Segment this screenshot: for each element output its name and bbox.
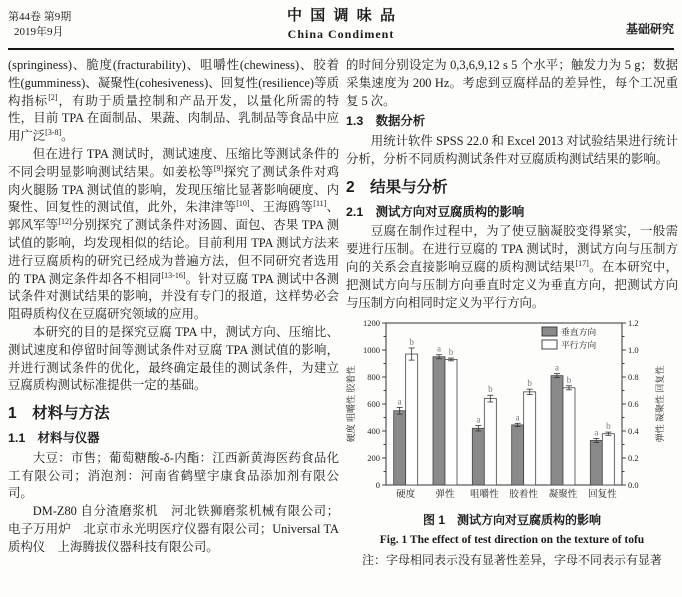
figure-1	[346, 317, 678, 569]
paragraph: (springiness)、脆度(fracturability)、咀嚼性(chewiness)、胶着性(gumminess)、凝聚性(cohesiveness)、回复性(resilience)等质构指标[2]，有助于质量控制和产品开发，以量化所需的特性，目前 TPA 在面制品、果蔬、肉制品、乳制品等食品中应用广泛[3-8]。	[8, 58, 340, 144]
svg-text:b: b	[566, 375, 572, 386]
svg-text:a: a	[437, 344, 441, 355]
svg-text:0.2: 0.2	[628, 453, 639, 464]
publication-date: 2019年9月	[14, 26, 64, 38]
svg-text:0.4: 0.4	[628, 426, 639, 437]
svg-text:0.8: 0.8	[628, 372, 639, 383]
paragraph: 豆腐在制作过程中，为了使豆脑凝胶变得紧实，一般需要进行压制。在进行豆腐的 TPA 测试时，测试方向与压制方向的关系会直接影响豆腐的质构测试结果[17]。在本研究中，把测试方向与压制方向垂直时定义为垂直方向，把测试方向与压制方向相同时定义为平行方向。	[346, 224, 679, 310]
subheading-data-analysis: 1.3 数据分析	[346, 114, 426, 129]
section-heading-materials: 1 材料与方法	[8, 405, 110, 423]
svg-text:弹性: 弹性	[435, 490, 455, 501]
svg-text:1.0: 1.0	[628, 345, 639, 356]
svg-text:b: b	[488, 384, 493, 395]
paragraph: 大豆：市售；葡萄糖酸-δ-内酯：江西新黄海医药食品化工有限公司；消泡剂：河南省鹤壁宇康食品添加剂有限公司。	[8, 450, 339, 501]
figure-caption-cn: 图 1 测试方向对豆腐质构的影响	[422, 513, 601, 528]
svg-text:1000: 1000	[363, 345, 380, 356]
svg-text:硬度: 硬度	[396, 490, 416, 501]
right-column	[346, 57, 678, 570]
svg-text:1.2: 1.2	[628, 318, 639, 329]
svg-text:0.6: 0.6	[628, 399, 639, 410]
paragraph: DM-Z80 自分渣磨浆机 河北铁狮磨浆机械有限公司；电子万用炉 北京市永光明医疗仪器有限公司；Universal TA 质构仪 上海腾拔仪器科技有限公司。	[8, 504, 339, 554]
paragraph: 本研究的目的是探究豆腐 TPA 中，测试方向、压缩比、测试速度和停留时间等测试条件对豆腐 TPA 测试值的影响，并进行测试条件的优化，最终确定最佳的测试条件，为建立豆腐质构测试标准提供一定的基础。	[8, 324, 339, 393]
svg-text:弹性 凝聚性 回复性: 弹性 凝聚性 回复性	[655, 366, 665, 443]
svg-text:b: b	[448, 347, 454, 358]
svg-text:600: 600	[367, 399, 380, 410]
svg-text:b: b	[409, 337, 414, 348]
svg-text:b: b	[606, 421, 611, 432]
svg-text:b: b	[527, 378, 532, 389]
figure-caption-en: Fig. 1 The effect of test direction on the texture of tofu	[379, 534, 645, 547]
svg-text:胶着性: 胶着性	[509, 490, 538, 501]
svg-text:200: 200	[367, 453, 380, 464]
svg-text:垂直方向: 垂直方向	[561, 327, 597, 338]
header-divider	[8, 48, 674, 50]
svg-text:凝聚性: 凝聚性	[548, 490, 578, 501]
svg-text:a: a	[515, 412, 520, 423]
journal-title-block	[8, 4, 674, 42]
figure-note: 注：字母相同表示没有显著性差异，字母不同表示有显著	[361, 552, 662, 567]
svg-text:0: 0	[375, 480, 380, 491]
journal-title-cn: 中国调味品	[286, 7, 404, 24]
svg-text:回复性: 回复性	[588, 490, 617, 501]
paragraph: 的时间分别设定为 0,3,6,9,12 s 5 个水平；触发力为 5 g；数据采集速度为 200 Hz。考虑到豆腐样品的差异性，每个工况重复 5 次。	[346, 58, 678, 108]
section-heading-results: 2 结果与分析	[346, 178, 448, 196]
subheading-materials-instruments: 1.1 材料与仪器	[8, 430, 100, 445]
svg-text:400: 400	[367, 426, 380, 437]
svg-text:咀嚼性: 咀嚼性	[470, 490, 499, 501]
volume-issue: 第44卷 第9期	[8, 11, 72, 23]
svg-text:800: 800	[367, 372, 380, 383]
paragraph: 用统计软件 SPSS 22.0 和 Excel 2013 对试验结果进行统计分析，分析不同质构测试条件对豆腐质构测试结果的影响。	[346, 134, 678, 166]
svg-text:0.0: 0.0	[628, 480, 639, 491]
page-header	[8, 4, 674, 46]
figure-chart	[346, 317, 678, 509]
subheading-test-direction: 2.1 测试方向对豆腐质构的影响	[346, 204, 525, 219]
column-type-label: 基础研究	[625, 22, 674, 36]
svg-text:a: a	[476, 414, 481, 425]
svg-text:a: a	[594, 427, 599, 438]
paragraph: 但在进行 TPA 测试时，测试速度、压缩比等测试条件的不同会明显影响测试结果。如姜松等[9]探究了测试条件对鸡肉火腿肠 TPA 测试值的影响，发现压缩比显著影响硬度、内聚性、回复性的测试值，此外，朱津津等[10]、王海鸥等[11]、郭风军等[12]分别探究了测试条件对汤圆、面包、杏果 TPA 测试值的影响，均发现相似的结论。目前利用 TPA 测试方法来进行豆腐质构的研究已经成为普遍方法，但不同研究者选用的 TPA 测定条件却各不相同[13-16]。针对豆腐 TPA 测试中各测试条件对测试结果的影响，并没有专门的报道，这样势必会阻碍质构仪在豆腐研究领域的应用。	[8, 146, 340, 322]
svg-text:平行方向: 平行方向	[561, 340, 597, 351]
svg-text:a: a	[397, 396, 402, 407]
left-column	[8, 57, 339, 557]
journal-title-en: China Condiment	[287, 27, 395, 41]
svg-text:a: a	[555, 362, 559, 373]
svg-text:硬度 咀嚼性 胶着性: 硬度 咀嚼性 胶着性	[346, 366, 356, 443]
svg-text:1200: 1200	[363, 318, 380, 329]
